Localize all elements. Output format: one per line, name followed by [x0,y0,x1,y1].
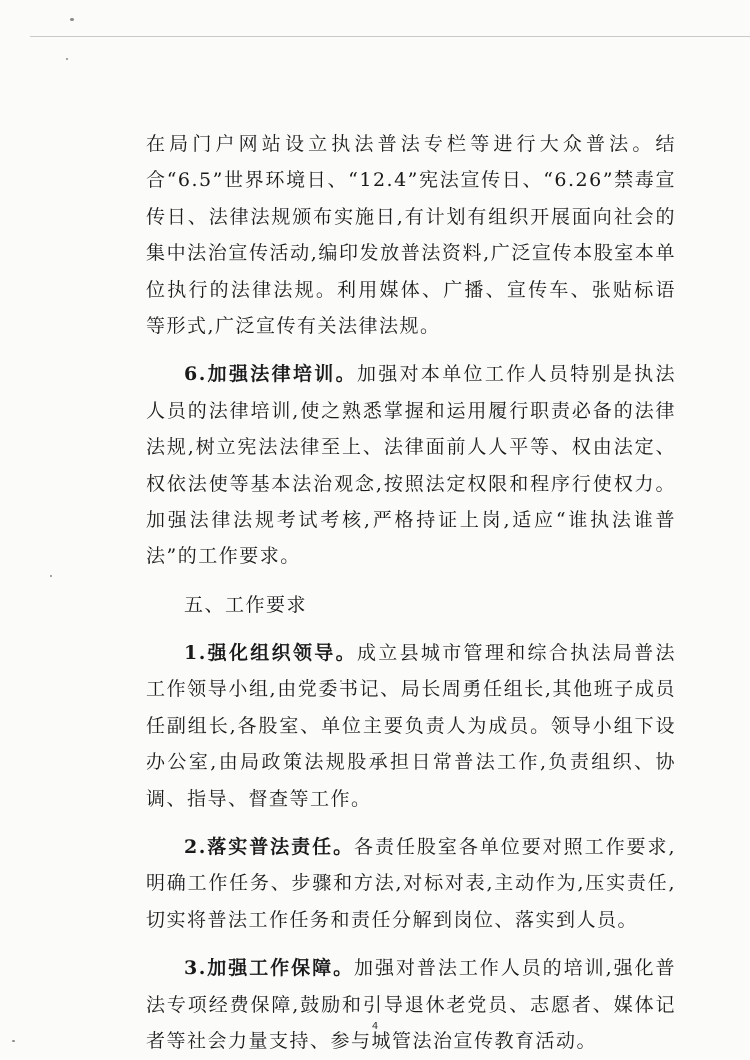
scan-speck [70,18,74,21]
requirement-support [146,950,676,1059]
requirement-text: 各责任股室各单位要对照工作要求,明确工作任务、步骤和方法,对标对表,主动作为,压实责任,切实将普法工作任务和责任分解到岗位、落实到人员。 [146,835,676,931]
requirement-lead: 3.加强工作保障。 [184,957,355,980]
scan-speck [12,1040,15,1042]
scan-speck [50,575,52,577]
paragraph-lead: 6.加强法律培训。 [184,363,357,386]
document-body [146,126,676,1059]
requirement-lead: 2.落实普法责任。 [184,835,355,858]
section-heading: 五、工作要求 [184,593,308,616]
requirement-lead: 1.强化组织领导。 [184,641,357,664]
requirement-text: 成立县城市管理和综合执法局普法工作领导小组,由党委书记、局长周勇任组长,其他班子成员任副组长,各股室、单位主要负责人为成员。领导小组下设办公室,由局政策法规股承担日常普法工作,负责组织、协调、指导、督查等工作。 [146,641,676,810]
paragraph-text: 在局门户网站设立执法普法专栏等进行大众普法。结合“6.5”世界环境日、“12.4”宪法宣传日、“6.26”禁毒宣传日、法律法规颁布实施日,有计划有组织开展面向社会的集中法治宣传活动,编印发放普法资料,广泛宣传本股室本单位执行的法律法规。利用媒体、广播、宣传车、张贴标语等形式,广泛宣传有关法律法规。 [146,133,676,338]
requirement-responsibility [146,829,676,938]
paragraph-legal-training [146,356,676,574]
paragraph-continuation [146,126,676,344]
requirement-text: 加强对普法工作人员的培训,强化普法专项经费保障,鼓励和引导退休老党员、志愿者、媒体记者等社会力量支持、参与城管法治宣传教育活动。 [146,957,676,1052]
scan-top-rule [30,36,750,37]
paragraph-text: 加强对本单位工作人员特别是执法人员的法律培训,使之熟悉掌握和运用履行职责必备的法律法规,树立宪法法律至上、法律面前人人平等、权由法定、权依法使等基本法治观念,按照法定权限和程序行使权力。加强法律法规考试考核,严格持证上岗,适应“谁执法谁普法”的工作要求。 [146,363,676,568]
page-number: 4 [371,1021,379,1032]
scan-speck [66,58,68,60]
requirement-organization [146,635,676,817]
